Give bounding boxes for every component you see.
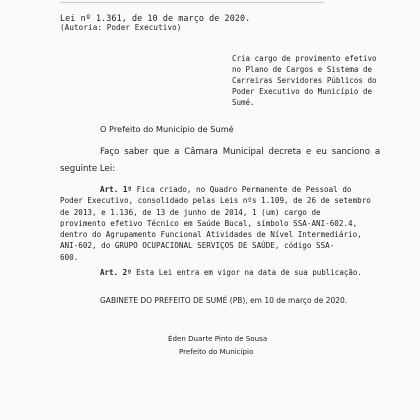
article-1-label: Art. 1º: [100, 185, 133, 194]
article-2: [100, 268, 362, 277]
closing-line: GABINETE DO PREFEITO DE SUMÉ (PB), em 10 de março de 2020.: [100, 296, 348, 305]
mayor-preamble: O Prefeito do Município de Sumé: [100, 124, 234, 134]
law-authorship: (Autoria: Poder Executivo): [60, 23, 182, 32]
summary-line: Carreiras Servidores Públicos do: [232, 76, 377, 85]
article-2-label: Art. 2º: [100, 268, 132, 277]
signer-title: Prefeito do Município: [179, 347, 254, 356]
top-divider: [60, 2, 324, 3]
summary-line: Cria cargo de provimento efetivo: [232, 54, 377, 63]
article-1-line: de 2013, e 1.136, de 13 de junho de 2014, 1 (um) cargo de: [60, 207, 321, 217]
summary-line: Sumé.: [232, 98, 255, 107]
enactment-line-2: seguinte Lei:: [60, 164, 116, 174]
article-1-first-line: [60, 184, 386, 195]
article-1-line: 600.: [60, 252, 79, 262]
law-summary: [232, 53, 392, 108]
law-header: [60, 13, 250, 33]
article-1-first-text: Fica criado, no Quadro Permanente de Pessoal do: [132, 185, 352, 194]
enactment-line-1: Faço saber que a Câmara Municipal decreta e eu sanciono a: [100, 147, 381, 157]
article-1: [60, 184, 386, 263]
article-1-line: ANI-602, do GRUPO OCUPACIONAL SERVIÇOS DE SAÚDE, código SSA-: [60, 241, 335, 251]
article-2-text: Esta Lei entra em vigor na data de sua publicação.: [131, 268, 362, 277]
summary-line: no Plano de Cargos e Sistema de: [232, 65, 372, 74]
signer-name: Éden Duarte Pinto de Sousa: [168, 334, 268, 343]
article-1-line: Poder Executivo, consolidado pelas Leis nºs 1.109, de 26 de setembro: [60, 196, 371, 206]
law-title: Lei nº 1.361, de 10 de março de 2020.: [60, 13, 251, 23]
summary-line: Poder Executivo do Município de: [232, 87, 372, 96]
article-1-line: dentro do Agrupamento Funcional Atividades de Nível Intermediário,: [60, 230, 362, 240]
article-1-line: provimento efetivo Técnico em Saúde Bucal, símbolo SSA-ANI-602.4,: [60, 218, 358, 228]
